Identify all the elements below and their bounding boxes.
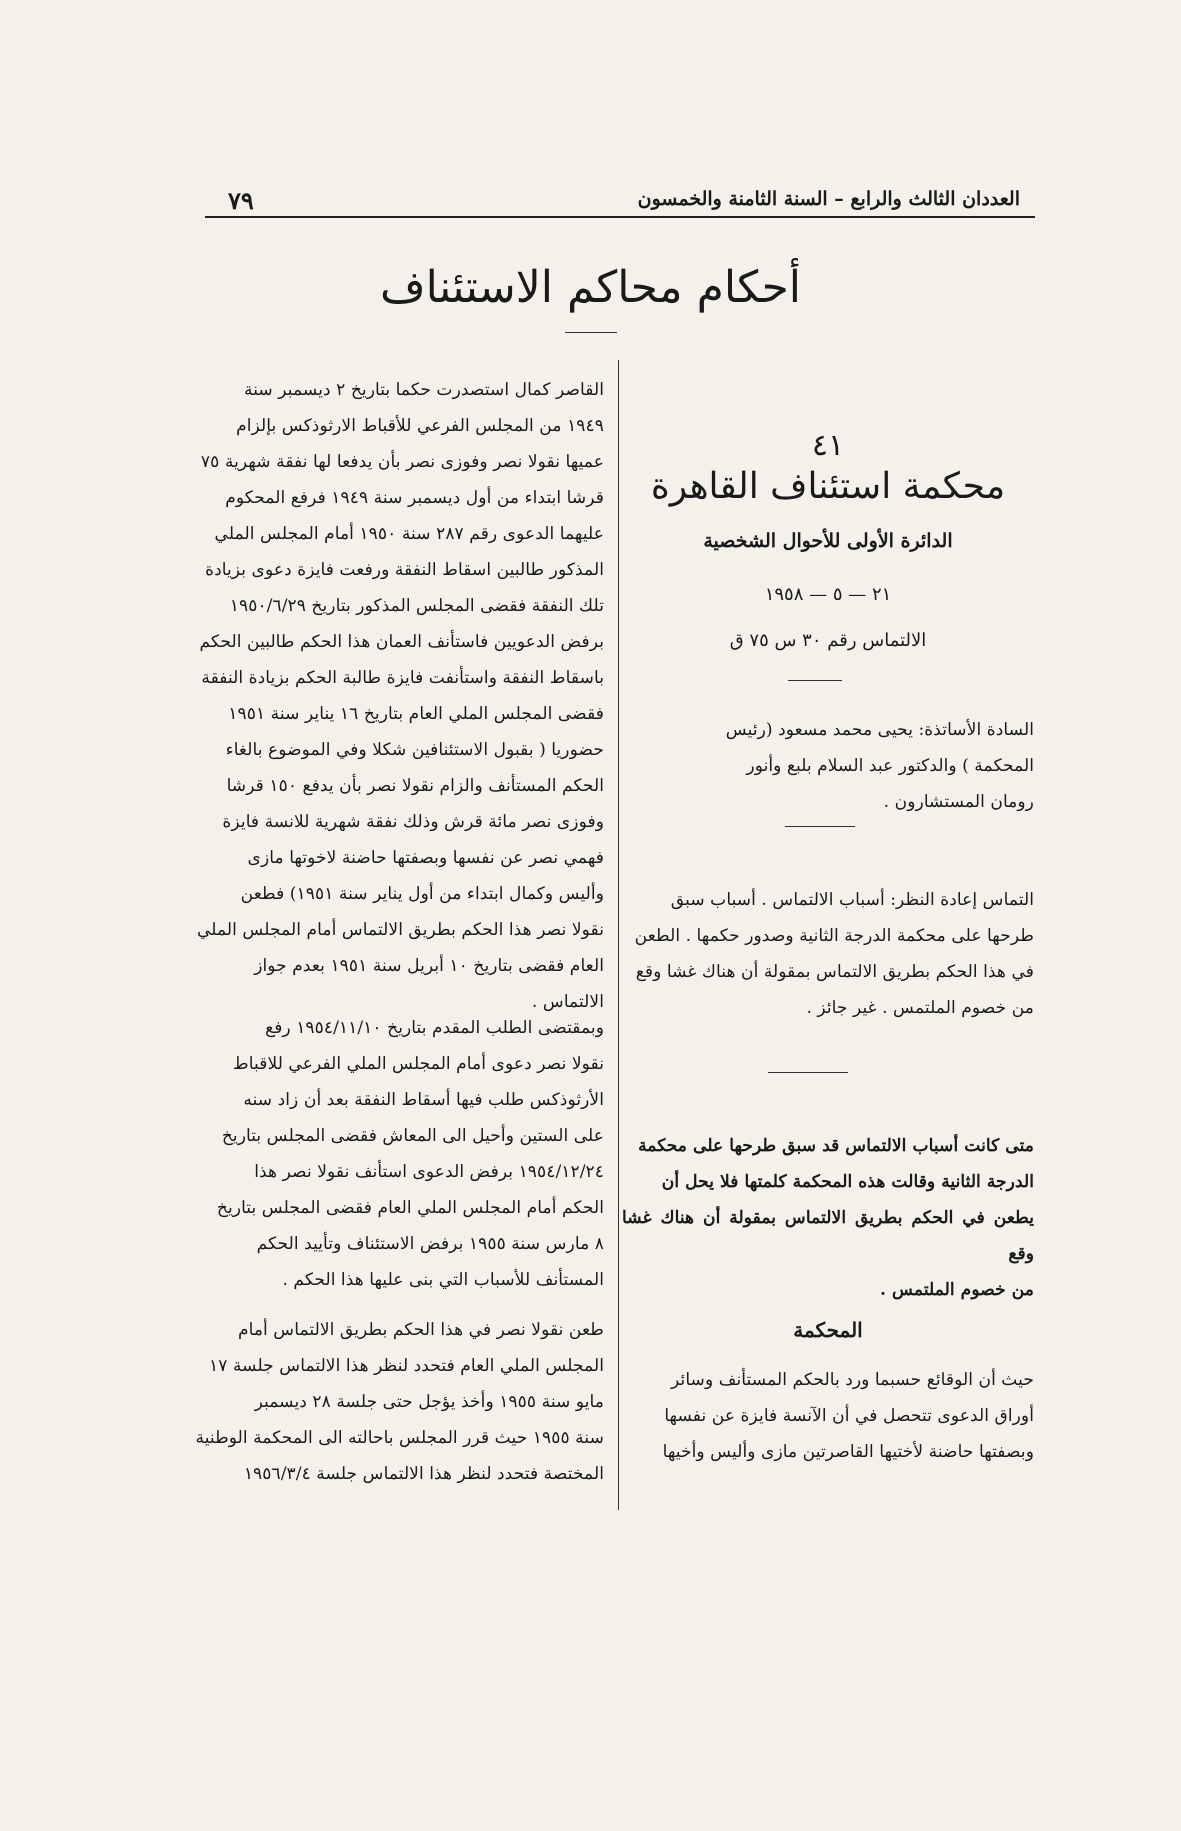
principle-line: الدرجة الثانية وقالت هذه المحكمة كلمتها فلا يحل أن xyxy=(661,1172,1034,1192)
text-line: العام فقضى بتاريخ ١٠ أبريل سنة ١٩٥١ بعدم جواز xyxy=(254,956,604,976)
summary-block xyxy=(622,882,1034,1026)
text-line: المستأنف للأسباب التي بنى عليها هذا الحكم . xyxy=(282,1270,604,1290)
text-line: وفوزى نصر مائة قرش وذلك نفقة شهرية للانسة فايزة xyxy=(222,812,604,832)
court-text-line: أوراق الدعوى تتحصل في أن الآنسة فايزة عن نفسها xyxy=(664,1406,1034,1426)
text-line: عميها نقولا نصر وفوزى نصر بأن يدفعا لها نفقة شهرية ٧٥ xyxy=(200,452,604,472)
court-name: محكمة استئناف القاهرة xyxy=(650,466,1006,507)
text-line: قرشا ابتداء من أول ديسمبر سنة ١٩٤٩ فرفع المحكوم xyxy=(225,488,604,508)
text-line: فهمي نصر عن نفسها وبصفتها حاضنة لاخوتها مازى xyxy=(247,848,604,868)
text-line: ١٩٥٤/١٢/٢٤ برفض الدعوى استأنف نقولا نصر هذا xyxy=(254,1162,604,1182)
text-line: الحكم المستأنف والزام نقولا نصر بأن يدفع ١٥٠ قرشا xyxy=(226,776,604,796)
case-divider xyxy=(788,680,842,681)
text-line: الأرثوذكس طلب فيها أسقاط النفقة بعد أن زاد سنه xyxy=(243,1090,604,1110)
court-text-line: حيث أن الوقائع حسبما ورد بالحكم المستأنف وسائر xyxy=(671,1370,1034,1390)
summary-line: في هذا الحكم بطريق الالتماس بمقولة أن هناك غشا وقع xyxy=(635,962,1034,982)
text-line: المختصة فتحدد لنظر هذا الالتماس جلسة ١٩٥٦/٣/٤ xyxy=(243,1464,604,1484)
text-line: على الستين وأحيل الى المعاش فقضى المجلس بتاريخ xyxy=(221,1126,604,1146)
text-line: باسقاط النفقة واستأنفت فايزة طالبة الحكم بزيادة النفقة xyxy=(201,668,604,688)
issue-title: العددان الثالث والرابع – السنة الثامنة والخمسون xyxy=(637,188,1020,210)
principle-line: من خصوم الملتمس . xyxy=(880,1280,1034,1300)
text-line: سنة ١٩٥٥ حيث قرر المجلس باحالته الى المحكمة الوطنية xyxy=(195,1428,604,1448)
text-line: الحكم أمام المجلس الملي العام فقضى المجلس بتاريخ xyxy=(216,1198,604,1218)
text-line: تلك النفقة فقضى المجلس المذكور بتاريخ ١٩٥٠/٦/٢٩ xyxy=(229,596,604,616)
page-number: ٧٩ xyxy=(228,186,254,215)
judges-block xyxy=(622,712,1034,820)
summary-line: من خصوم الملتمس . غير جائز . xyxy=(806,998,1034,1018)
petition-number: الالتماس رقم ٣٠ س ٧٥ ق xyxy=(729,630,927,651)
text-line: حضوريا ( بقبول الاستئنافين شكلا وفي الموضوع بالغاء xyxy=(225,740,604,760)
left-paragraph-1 xyxy=(182,372,604,1020)
main-title: أحكام محاكم الاستئناف xyxy=(380,262,801,313)
judges-divider xyxy=(785,826,855,827)
judges-line: السادة الأساتذة: يحيى محمد مسعود (رئيس xyxy=(725,720,1034,740)
text-line: وأليس وكمال ابتداء من أول يناير سنة ١٩٥١) فطعن xyxy=(240,884,604,904)
court-text-block xyxy=(622,1362,1034,1470)
text-line: وبمقتضى الطلب المقدم بتاريخ ١٩٥٤/١١/١٠ رفع xyxy=(265,1018,604,1038)
left-paragraph-3 xyxy=(182,1312,604,1492)
left-paragraph-2 xyxy=(182,1010,604,1298)
court-text-line: وبصفتها حاضنة لأختيها القاصرتين مازى وأليس وأخيها xyxy=(662,1442,1034,1462)
summary-line: طرحها على محكمة الدرجة الثانية وصدور حكمها . الطعن xyxy=(634,926,1034,946)
text-line: ٨ مارس سنة ١٩٥٥ برفض الاستئناف وتأييد الحكم xyxy=(256,1234,604,1254)
circuit-name: الدائرة الأولى للأحوال الشخصية xyxy=(703,530,953,552)
case-number: ٤١ xyxy=(811,428,845,463)
judges-line: رومان المستشارون . xyxy=(883,792,1034,812)
case-date: ٢١ — ٥ — ١٩٥٨ xyxy=(764,584,892,605)
text-line: نقولا نصر هذا الحكم بطريق الالتماس أمام المجلس الملي xyxy=(196,920,604,940)
page-header xyxy=(200,180,1020,220)
column-divider xyxy=(618,360,619,1510)
text-line: طعن نقولا نصر في هذا الحكم بطريق الالتماس أمام xyxy=(237,1320,604,1340)
summary-line: التماس إعادة النظر: أسباب الالتماس . أسباب سبق xyxy=(670,890,1034,910)
text-line: فقضى المجلس الملي العام بتاريخ ١٦ يناير سنة ١٩٥١ xyxy=(228,704,604,724)
text-line: المذكور طالبين اسقاط النفقة ورفعت فايزة دعوى بزيادة xyxy=(205,560,604,580)
text-line: برفض الدعويين فاستأنف العمان هذا الحكم طالبين الحكم xyxy=(199,632,604,652)
title-divider xyxy=(565,332,617,333)
text-line: عليهما الدعوى رقم ٢٨٧ سنة ١٩٥٠ أمام المجلس الملي xyxy=(214,524,604,544)
text-line: الالتماس . xyxy=(531,992,604,1012)
text-line: المجلس الملي العام فتحدد لنظر هذا الالتماس جلسة ١٧ xyxy=(208,1356,604,1376)
text-line: ١٩٤٩ من المجلس الفرعي للأقباط الارثوذكس بإلزام xyxy=(236,416,604,436)
summary-divider xyxy=(768,1072,848,1073)
judges-line: المحكمة ) والدكتور عبد السلام بلبع وأنور xyxy=(746,756,1034,776)
header-rule xyxy=(205,216,1035,218)
principle-block xyxy=(622,1128,1034,1308)
principle-line: يطعن في الحكم بطريق الالتماس بمقولة أن هناك غشا وقع xyxy=(622,1208,1034,1264)
text-line: مايو سنة ١٩٥٥ وأخذ يؤجل حتى جلسة ٢٨ ديسمبر xyxy=(254,1392,604,1412)
principle-line: متى كانت أسباب الالتماس قد سبق طرحها على محكمة xyxy=(638,1136,1034,1156)
court-heading: المحكمة xyxy=(793,1318,863,1342)
text-line: نقولا نصر دعوى أمام المجلس الملي الفرعي للاقباط xyxy=(232,1054,604,1074)
text-line: القاصر كمال استصدرت حكما بتاريخ ٢ ديسمبر سنة xyxy=(244,380,604,400)
